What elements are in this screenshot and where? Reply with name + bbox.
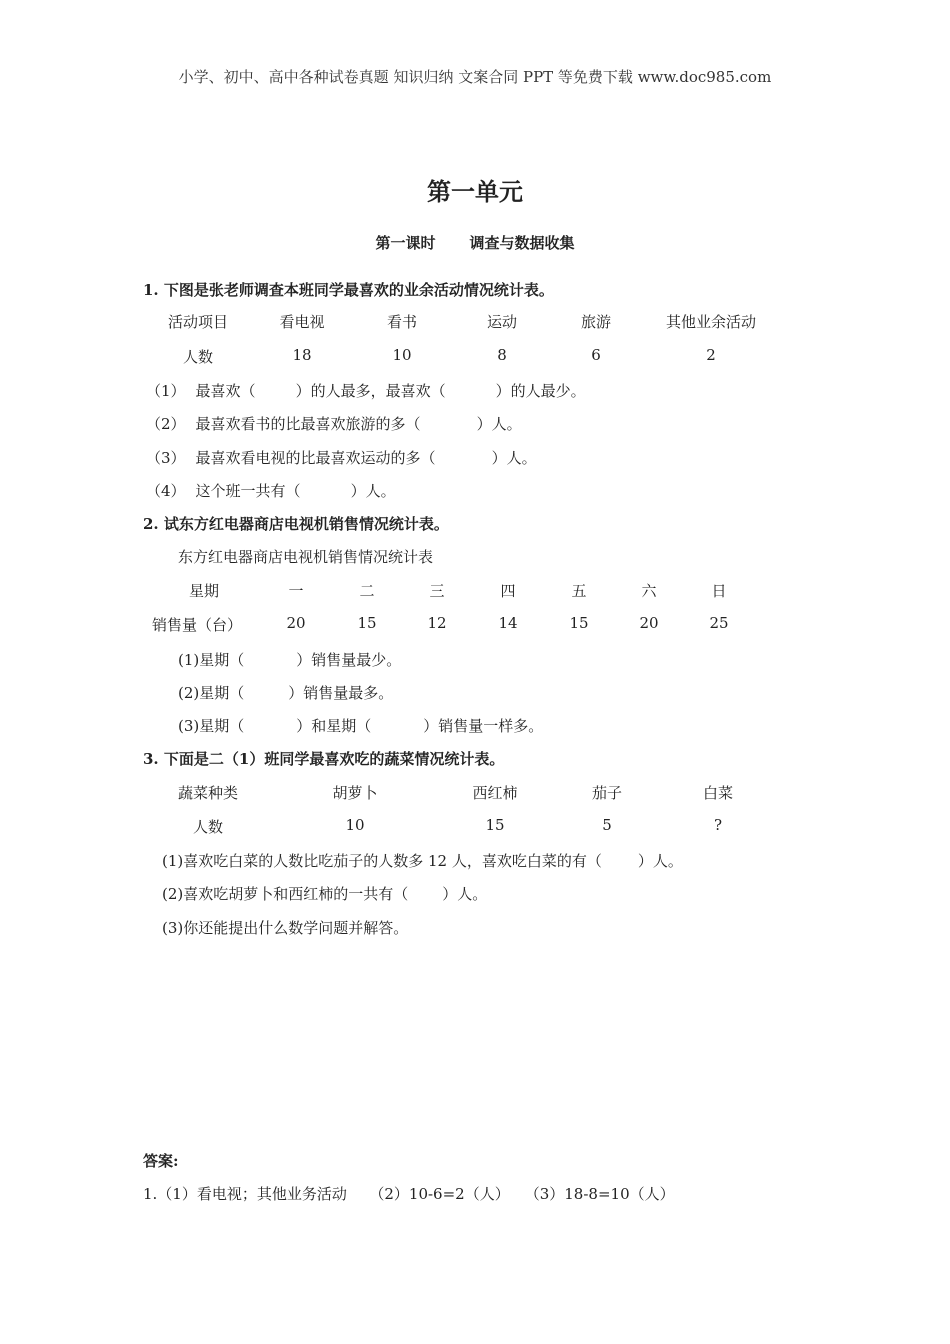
- q1-part-2: （2） 最喜欢看书的比最喜欢旅游的多（ ）人。: [146, 415, 522, 433]
- q2-data-cell: 14: [498, 614, 518, 632]
- q3-header-cell: 蔬菜种类: [177, 784, 238, 802]
- q3-part-2: (2)喜欢吃胡萝卜和西红柿的一共有（ ）人。: [162, 885, 488, 903]
- q3-data-cell: 15: [485, 816, 505, 834]
- q1-data-cell: 人数: [182, 348, 213, 366]
- q3-header-cell: 胡萝卜: [332, 784, 378, 802]
- q1-part-4: （4） 这个班一共有（ ）人。: [146, 482, 396, 500]
- q1-header-cell: 运动: [486, 313, 517, 331]
- q1-part-1: （1） 最喜欢（ ）的人最多，最喜欢（ ）的人最少。: [146, 382, 586, 400]
- answers-line-1: 1.（1）看电视；其他业务活动 （2）10-6=2（人） （3）18-8=10（人）: [143, 1185, 675, 1203]
- q1-data-cell: 18: [292, 346, 312, 364]
- q2-header-cell: 五: [571, 582, 587, 600]
- q3-part-3: (3)你还能提出什么数学问题并解答。: [162, 919, 409, 937]
- q3-data-cell: 人数: [192, 818, 223, 836]
- q2-header-cell: 星期: [188, 582, 219, 600]
- lesson-topic: 调查与数据收集: [469, 234, 575, 252]
- q3-header-cell: 茄子: [591, 784, 622, 802]
- answers-label: 答案:: [143, 1152, 179, 1170]
- q2-data-cell: 20: [286, 614, 306, 632]
- q1-data-cell: 8: [497, 346, 507, 364]
- q2-table-caption: 东方红电器商店电视机销售情况统计表: [178, 548, 434, 566]
- q2-header-cell: 四: [500, 582, 516, 600]
- q2-stem: 2. 试东方红电器商店电视机销售情况统计表。: [143, 515, 449, 533]
- q2-part-3: (3)星期（ ）和星期（ ）销售量一样多。: [178, 717, 544, 735]
- q2-part-2: (2)星期（ ）销售量最多。: [178, 684, 394, 702]
- q2-data-cell: 15: [569, 614, 589, 632]
- q2-data-cell: 25: [709, 614, 729, 632]
- q1-data-cell: 10: [392, 346, 412, 364]
- q1-data-cell: 2: [706, 346, 716, 364]
- q3-part-1: (1)喜欢吃白菜的人数比吃茄子的人数多 12 人，喜欢吃白菜的有（ ）人。: [162, 852, 683, 870]
- q2-data-cell: 销售量（台）: [152, 616, 243, 634]
- page-header: 小学、初中、高中各种试卷真题 知识归纳 文案合同 PPT 等免费下载 www.doc985.com: [178, 68, 772, 86]
- q3-header-cell: 西红柿: [472, 784, 518, 802]
- q2-data-cell: 15: [357, 614, 377, 632]
- q3-header-cell: 白菜: [702, 784, 733, 802]
- q2-header-cell: 一: [288, 582, 304, 600]
- q2-header-cell: 二: [359, 582, 375, 600]
- q1-header-cell: 其他业余活动: [665, 313, 756, 331]
- q2-header-cell: 六: [641, 582, 657, 600]
- q1-header-cell: 看书: [386, 313, 417, 331]
- q2-header-cell: 三: [429, 582, 445, 600]
- q1-header-cell: 旅游: [580, 313, 611, 331]
- lesson-subtitle: [0, 232, 950, 253]
- q2-header-cell: 日: [711, 582, 727, 600]
- q1-header-cell: 活动项目: [167, 313, 228, 331]
- q1-header-cell: 看电视: [279, 313, 325, 331]
- page-title: 第一单元: [427, 177, 523, 206]
- q2-part-1: (1)星期（ ）销售量最少。: [178, 651, 402, 669]
- q3-data-cell: ?: [713, 816, 723, 834]
- q3-data-cell: 5: [602, 816, 612, 834]
- q3-data-cell: 10: [345, 816, 365, 834]
- q3-stem: 3. 下面是二（1）班同学最喜欢吃的蔬菜情况统计表。: [143, 750, 505, 768]
- q1-stem: 1. 下图是张老师调查本班同学最喜欢的业余活动情况统计表。: [143, 281, 554, 299]
- q2-data-cell: 20: [639, 614, 659, 632]
- lesson-number: 第一课时: [375, 234, 436, 252]
- q2-data-cell: 12: [427, 614, 447, 632]
- q1-data-cell: 6: [591, 346, 601, 364]
- q1-part-3: （3） 最喜欢看电视的比最喜欢运动的多（ ）人。: [146, 449, 537, 467]
